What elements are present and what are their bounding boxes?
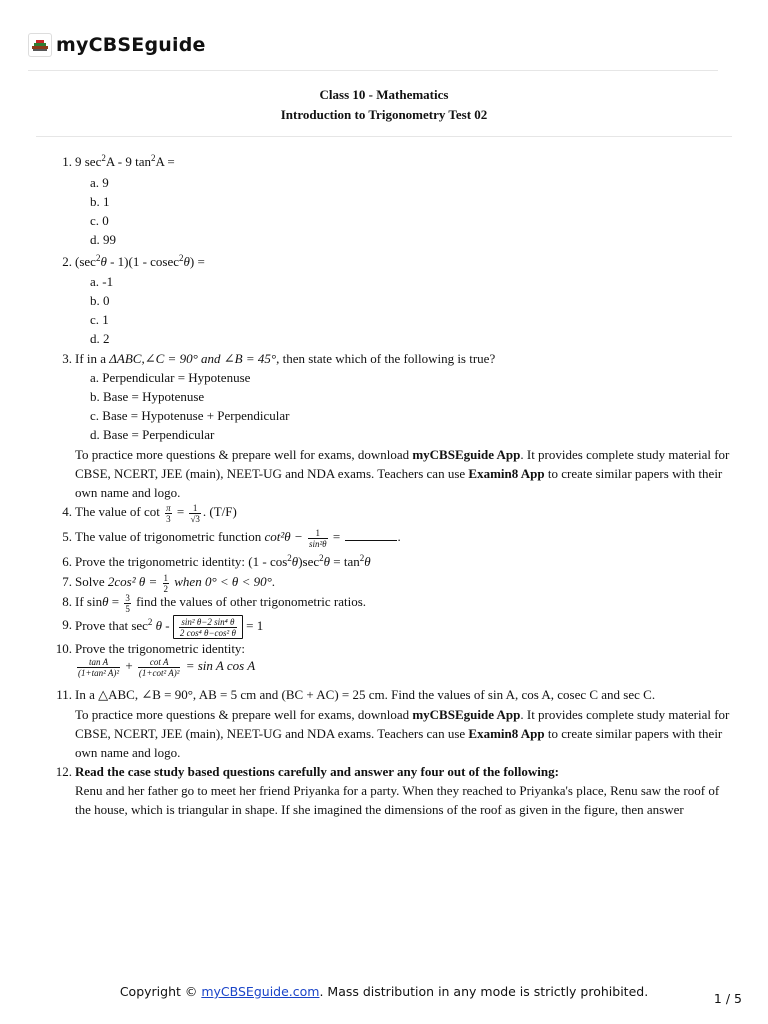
- question-text: Prove the trigonometric identity:: [75, 641, 246, 656]
- brand-name[interactable]: myCBSEguide: [56, 34, 206, 56]
- question-text: 9 $\sec^2A - 9$ $\tan^2A$ =: [75, 153, 175, 169]
- option: a. Perpendicular = Hypotenuse: [90, 370, 251, 385]
- question-number: 4.: [62, 504, 72, 519]
- question-text: If in a ΔABC,∠C = 90° and ∠B = 45°, then state which of the following is true?: [75, 351, 496, 366]
- logo-icon: [28, 33, 52, 57]
- question-number: 10.: [55, 641, 72, 656]
- option: a. -1: [90, 274, 114, 289]
- promo-text: To practice more questions & prepare well for exams, download myCBSEguide App. It provides complete study material for CBSE, NCERT, JEE (main), NEET-UG and NDA exams. Teachers can use Examin8 App to create similar papers with their own name and logo.: [75, 707, 730, 760]
- fraction: $\frac{\text{sin² θ−2 sin⁴ θ}}{\text{2 cos⁴ θ−cos² θ}}$: [179, 616, 236, 638]
- question-text: In a △ABC, ∠B = 90°, AB = 5 cm and (BC + AC) = 25 cm. Find the values of sin A, cos A, cosec C and sec C.: [75, 687, 656, 702]
- option: b. 0: [90, 293, 110, 308]
- option: d. 99: [90, 232, 116, 247]
- fraction: $\frac{1}{2}$: [163, 572, 169, 594]
- fraction: $\frac{\text{tan A}}{\text{(1+tan² A)²}}$: [78, 656, 120, 678]
- fraction: $\frac{1}{\text{sin²θ}}$: [308, 527, 327, 549]
- bracket: [173, 615, 243, 639]
- question-number: 12.: [55, 764, 72, 779]
- option: c. 0: [90, 213, 109, 228]
- footer: Copyright © myCBSEguide.com. Mass distribution in any mode is strictly prohibited.: [119, 984, 649, 999]
- fraction: $\frac{\text{cot A}}{\text{(1+cot² A)²}}$: [138, 656, 180, 678]
- question-text: $(\sec^2\theta - 1)(1 - cosec^2\theta)$ =: [75, 253, 205, 269]
- footer-link[interactable]: myCBSEguide.com: [201, 984, 320, 999]
- fraction: $\frac{\pi}{3}$: [166, 502, 171, 524]
- fraction: $\frac{1}{√3}$: [190, 502, 200, 524]
- page-title: Class 10 - Mathematics: [319, 87, 449, 102]
- question-number: 9.: [62, 617, 72, 632]
- divider: [36, 136, 732, 137]
- option: a. 9: [90, 175, 109, 190]
- option: d. 2: [90, 331, 110, 346]
- question-text: The value of trigonometric function cot²θ − $\frac{1}{\text{sin²θ}}$ = .: [75, 527, 401, 549]
- option: c. Base = Hypotenuse + Perpendicular: [90, 408, 290, 423]
- option: c. 1: [90, 312, 109, 327]
- page-number: 1 / 5: [713, 991, 742, 1006]
- question-number: 6.: [62, 554, 72, 569]
- question-text: Solve 2cos² θ = $\frac{1}{2}$ when 0° < θ < 90°.: [75, 572, 276, 594]
- answer-blank: [345, 528, 397, 541]
- question-text: If sinθ = $\frac{3}{5}$ find the values of other trigonometric ratios.: [75, 592, 367, 614]
- question-text: Prove that $\sec^2 \theta$ - $\frac{\text{sin² θ−2 sin⁴ θ}}{\text{2 cos⁴ θ−cos² θ}}$ = 1: [75, 616, 264, 638]
- option: b. Base = Hypotenuse: [90, 389, 205, 404]
- option: d. Base = Perpendicular: [90, 427, 215, 442]
- page-subtitle: Introduction to Trigonometry Test 02: [280, 107, 488, 122]
- question-number: 11.: [56, 687, 72, 702]
- fraction: $\frac{3}{5}$: [125, 592, 130, 614]
- divider: [28, 70, 718, 71]
- question-number: 8.: [62, 594, 72, 609]
- header: [28, 30, 206, 60]
- identity-formula: $\frac{\text{tan A}}{\text{(1+tan² A)²}}$ + $\frac{\text{cot A}}{\text{(1+cot² A)²}}$ = sin A cos A: [78, 656, 256, 678]
- question-number: 3.: [62, 351, 72, 366]
- question-text: The value of cot $\frac{\pi}{3}$ = $\frac{1}{√3}$ . (T/F): [75, 502, 237, 524]
- question-number: 2.: [62, 254, 72, 269]
- question-number: 5.: [62, 529, 72, 544]
- question-text: Read the case study based questions carefully and answer any four out of the following: Renu and her father go to meet her friend Priyanka for a party. When they reached to Priyanka's place, Renu saw the roof of the house, which is triangular in shape. If she imagined the dimensions of the roof as given in the figure, then answer: [75, 764, 720, 817]
- promo-text: To practice more questions & prepare well for exams, download myCBSEguide App. It provides complete study material for CBSE, NCERT, JEE (main), NEET-UG and NDA exams. Teachers can use Examin8 App to create similar papers with their own name and logo.: [75, 447, 730, 500]
- question-number: 7.: [62, 574, 72, 589]
- option: b. 1: [90, 194, 110, 209]
- question-number: 1.: [62, 154, 72, 169]
- question-text: Prove the trigonometric identity: $(1 - \cos^2\theta)\sec^2\theta = \tan^2\theta$: [75, 553, 371, 569]
